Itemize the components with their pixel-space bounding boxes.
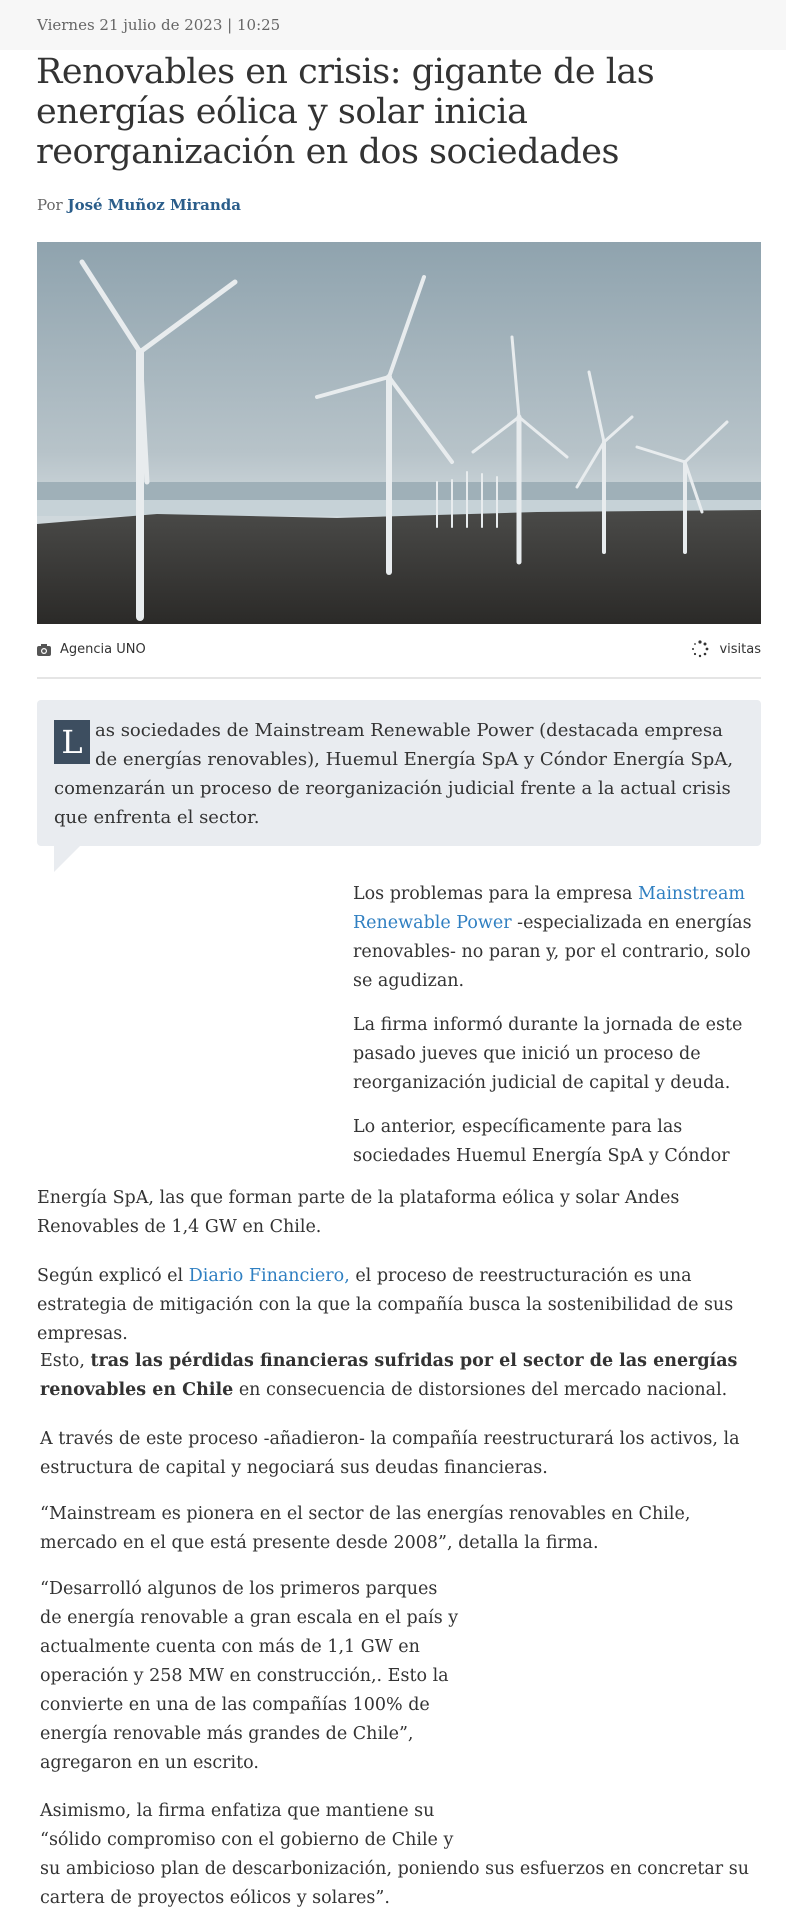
paragraph-1 — [353, 880, 768, 996]
paragraph-5 — [40, 1347, 770, 1405]
paragraph-6: A través de este proceso -añadieron- la compañía reestructurará los activos, la estructura de capital y negociará sus deudas financieras. — [40, 1429, 740, 1478]
author-link[interactable]: José Muñoz Miranda — [67, 196, 241, 214]
drop-cap: L — [54, 720, 90, 764]
p1-text: Los problemas para la empresa — [353, 884, 638, 904]
article-title: Renovables en crisis: gigante de las energías eólica y solar inicia reorganización en dos sociedades — [36, 52, 655, 172]
photo-credit-text: Agencia UNO — [60, 642, 146, 657]
mainstream-link[interactable]: Mainstream Renewable Power — [353, 884, 745, 933]
camera-icon — [37, 644, 51, 656]
paragraph-8: “Desarrolló algunos de los primeros parques de energía renovable a gran escala en el país y actualmente cuenta con más de 1,1 GW en operación y 258 MW en construcción,. Esto la convierte en una de las compañías 100% de energía renovable más grandes de Chile”, agregaron en un escrito. — [40, 1579, 459, 1773]
lead-paragraph — [37, 700, 761, 846]
photo-credit — [37, 642, 146, 657]
divider — [37, 677, 761, 679]
hero-image — [37, 242, 761, 624]
publish-date: Viernes 21 julio de 2023 | 10:25 — [37, 16, 281, 34]
p4-text: Según explicó el — [37, 1266, 189, 1286]
paragraph-7: “Mainstream es pionera en el sector de las energías renovables en Chile, mercado en el que está presente desde 2008”, detalla la firma. — [40, 1504, 691, 1553]
p1-text-after: -especializada en energías renovables- no paran y, por el contrario, solo se agudizan. — [353, 913, 752, 991]
photo-meta — [37, 640, 761, 660]
paragraph-2: La firma informó durante la jornada de este pasado jueves que inició un proceso de reorganización judicial de capital y deuda. — [353, 1015, 743, 1093]
loading-spinner-icon — [691, 640, 709, 658]
diario-financiero-link[interactable]: Diario Financiero, — [188, 1266, 350, 1286]
p5-bold: tras las pérdidas financieras sufridas por el sector de las energías renovables en Chile — [40, 1351, 738, 1400]
top-bar — [0, 0, 786, 50]
paragraph-4 — [37, 1262, 767, 1349]
paragraph-3a: Lo anterior, específicamente para las sociedades Huemul Energía SpA y Cóndor — [353, 1117, 730, 1166]
lead-callout-tail — [54, 846, 80, 872]
lead-text: as sociedades de Mainstream Renewable Power (destacada empresa de energías renovables), Huemul Energía SpA y Cóndor Energía SpA, comenzarán un proceso de reorganización judicial frente a la actual crisis que enfrenta el sector. — [54, 720, 734, 828]
wind-farm-photo — [37, 242, 761, 624]
p4-text-after: el proceso de reestructuración es una estrategia de mitigación con la que la compañía busca la sostenibilidad de sus empresas. — [37, 1266, 734, 1344]
visits-counter — [691, 640, 761, 658]
p5-text-after: en consecuencia de distorsiones del mercado nacional. — [233, 1380, 728, 1400]
visits-label: visitas — [719, 641, 761, 657]
paragraph-3b: Energía SpA, las que forman parte de la plataforma eólica y solar Andes Renovables de 1,4 GW en Chile. — [37, 1188, 680, 1237]
paragraph-9a: Asimismo, la firma enfatiza que mantiene su “sólido compromiso con el gobierno de Chile y — [40, 1801, 454, 1850]
paragraph-9b: su ambicioso plan de descarbonización, poniendo sus esfuerzos en concretar su cartera de proyectos eólicos y solares”. — [40, 1859, 749, 1908]
byline — [37, 196, 241, 214]
p5-text: Esto, — [40, 1351, 91, 1371]
byline-prefix: Por — [37, 196, 63, 214]
article-body-top — [353, 880, 768, 1171]
